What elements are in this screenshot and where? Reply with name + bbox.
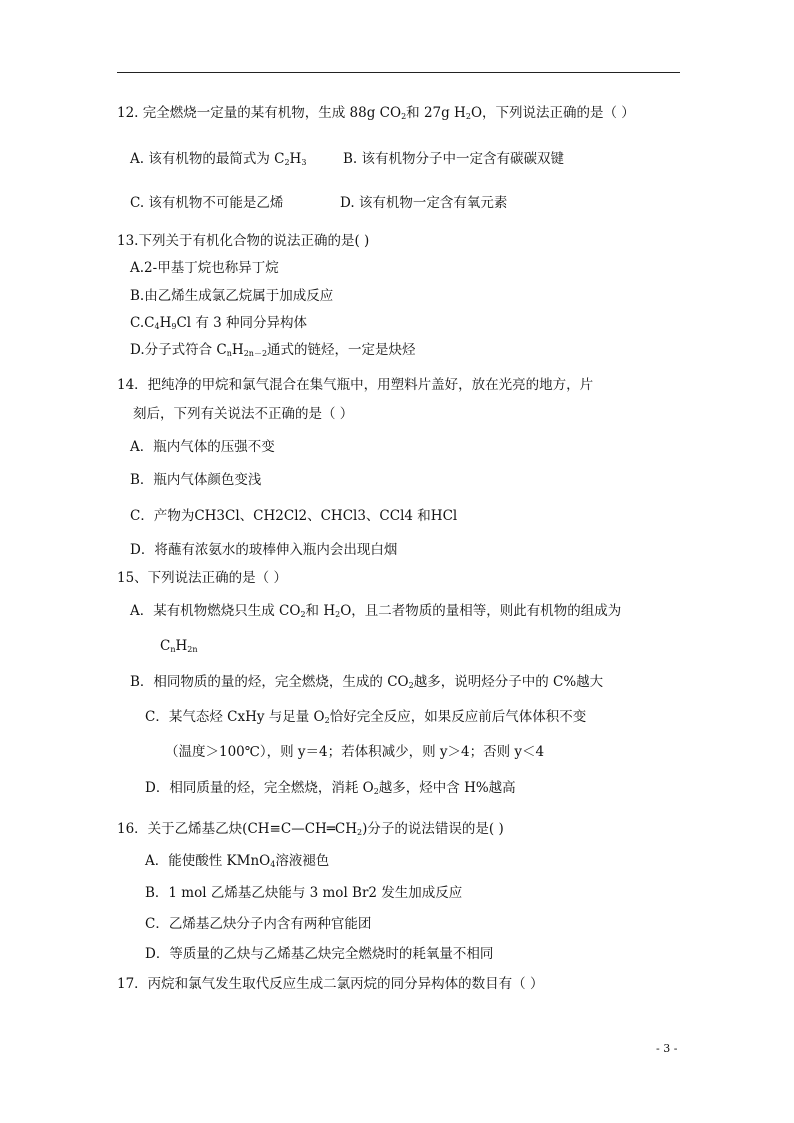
question-14-stem-line-2: 刻后，下列有关说法不正确的是（ ） [133,406,354,422]
question-12-option-b: B. 该有机物分子中一定含有碳碳双键 [343,151,565,167]
question-16-option-b: B．1 mol 乙烯基乙炔能与 3 mol Br2 发生加成反应 [145,885,463,901]
question-15-option-a: A．某有机物燃烧只生成 $CO_2$和 $H_2O$，且二者物质的量相等，则此有机物的组成为 [130,603,622,619]
question-14-option-c: C．产物为CH3Cl、CH2Cl2、CHCl3、CCl4 和HCl [130,508,458,524]
question-15-stem: 15、下列说法正确的是（ ） [117,570,287,586]
question-13-option-b: B.由乙烯生成氯乙烷属于加成反应 [130,288,334,304]
question-16-stem: 16．关于乙烯基乙炔$(CH\equiv C—CH═CH_2)$分子的说法错误的是( ) [117,821,504,837]
question-15-option-c-line-1: C．某气态烃 CxHy 与足量 $O_2$恰好完全反应，如果反应前后气体体积不变 [145,709,587,725]
question-16-option-a: A．能使酸性 KMnO$_4$溶液褪色 [145,853,330,869]
question-14-option-a: A．瓶内气体的压强不变 [130,439,275,455]
question-13-option-a: A.2-甲基丁烷也称异丁烷 [130,260,279,276]
question-13-option-d: D.分子式符合 $C_nH_{2n-2}$通式的链烃，一定是炔烃 [130,342,416,358]
question-14-option-b: B．瓶内气体颜色变浅 [130,472,262,488]
question-13-stem: 13.下列关于有机化合物的说法正确的是( ) [117,233,370,249]
question-12-stem: 12. 完全燃烧一定量的某有机物，生成 88g $CO_2$和 27g $H_2O$，下列说法正确的是（ ） [117,105,635,121]
page-number: - 3 - [656,1042,678,1055]
question-16-option-d: D．等质量的乙炔与乙烯基乙炔完全燃烧时的耗氧量不相同 [145,946,494,962]
question-14-option-d: D．将蘸有浓氨水的玻棒伸入瓶内会出现白烟 [130,542,398,558]
question-12-option-a: A. 该有机物的最简式为 $C_2H_3$ [130,151,307,167]
question-15-option-a-formula: $C_nH_{2n}$ [160,638,198,654]
question-15-option-b: B．相同物质的量的烃，完全燃烧，生成的 $CO_2$越多，说明烃分子中的 C%越大 [130,674,604,690]
question-17-stem: 17．丙烷和氯气发生取代反应生成二氯丙烷的同分异构体的数目有（ ） [117,976,544,992]
question-13-option-c: $C.C_4H_9Cl$ 有 3 种同分异构体 [130,315,308,331]
question-16-option-c: C．乙烯基乙炔分子内含有两种官能团 [145,916,372,932]
question-14-stem-line-1: 14．把纯净的甲烷和氯气混合在集气瓶中，用塑料片盖好，放在光亮的地方，片 [117,377,594,393]
question-12-option-c: C. 该有机物不可能是乙烯 [130,195,284,211]
question-12-option-d: D. 该有机物一定含有氧元素 [340,195,508,211]
question-15-option-d: D．相同质量的烃，完全燃烧，消耗 $O_2$越多，烃中含 H%越高 [145,780,516,796]
question-15-option-c-line-2: （温度＞100℃），则 y＝4；若体积减少，则 y＞4；否则 y＜4 [165,744,545,760]
header-rule [117,72,680,73]
